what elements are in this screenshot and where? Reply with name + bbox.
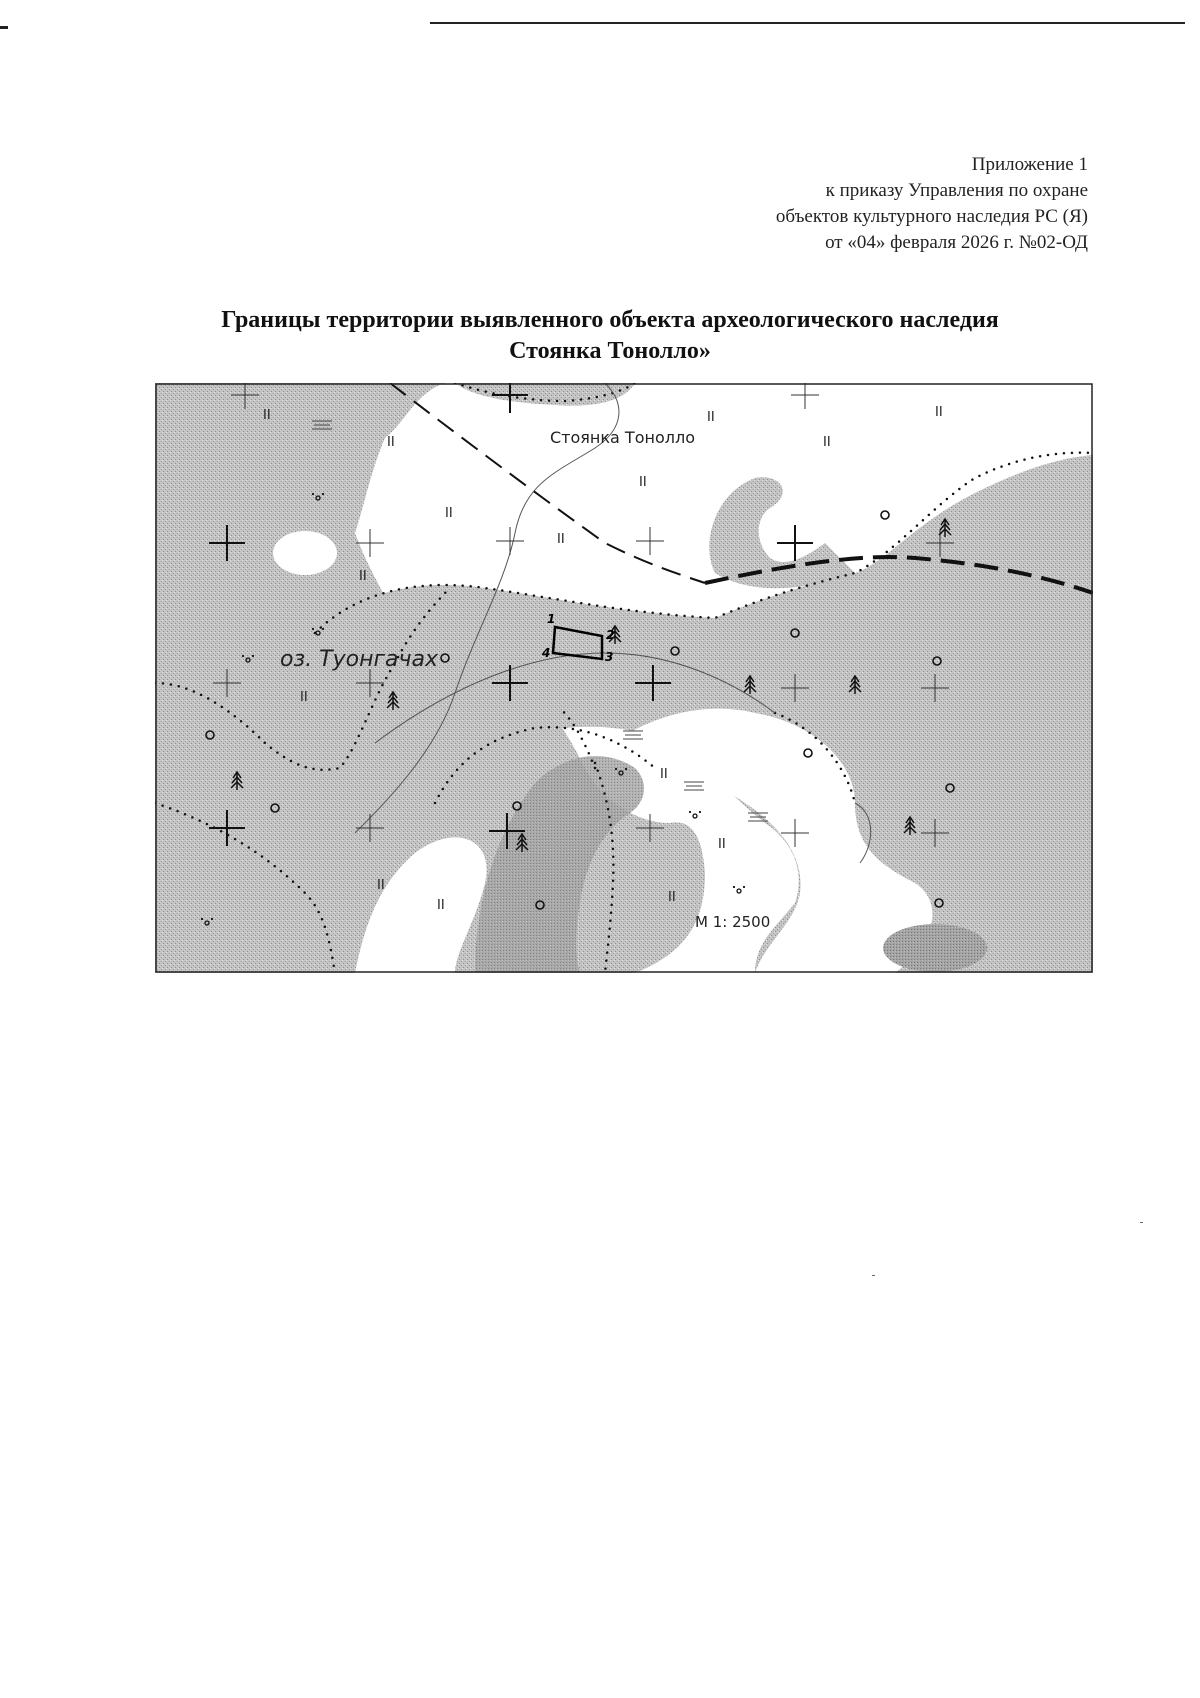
page-title [130, 305, 1090, 367]
meadow-symbol: II [557, 532, 565, 547]
meadow-symbol: II [823, 435, 831, 450]
attachment-block [776, 152, 1088, 256]
attachment-line-1: Приложение 1 [971, 154, 1088, 175]
meadow-symbol: II [263, 408, 271, 423]
scan-speck [1140, 1222, 1143, 1223]
boundary-point-2: 2 [606, 628, 615, 642]
boundary-point-1: 1 [547, 612, 556, 626]
attachment-line-4: от «04» февраля 2026 г. №02-ОД [825, 232, 1088, 253]
meadow-symbol: II [718, 837, 726, 852]
meadow-symbol: II [668, 890, 676, 905]
meadow-symbol: II [377, 878, 385, 893]
meadow-symbol: II [935, 405, 943, 420]
boundary-point-4: 4 [542, 646, 551, 660]
attachment-line-3: объектов культурного наследия РС (Я) [775, 206, 1088, 227]
meadow-symbol: II [707, 410, 715, 425]
meadow-symbol: II [445, 506, 453, 521]
title-line-1: Границы территории выявленного объекта археологического наследия [221, 307, 999, 333]
scale-label: М 1: 2500 [695, 913, 771, 931]
map-svg [155, 383, 1093, 973]
meadow-symbol: II [660, 767, 668, 782]
meadow-symbol: II [639, 475, 647, 490]
title-line-2: Стоянка Тонолло» [509, 338, 711, 364]
scan-mark [0, 26, 8, 29]
attachment-line-2: к приказу Управления по охране [825, 180, 1088, 201]
meadow-symbol: II [300, 690, 308, 705]
meadow-symbol: II [359, 569, 367, 584]
island [273, 531, 337, 575]
top-rule [430, 22, 1185, 24]
boundary-point-3: 3 [605, 650, 614, 664]
site-label: Стоянка Тонолло [550, 428, 695, 447]
swamp-patch [883, 924, 987, 972]
meadow-symbol: II [437, 898, 445, 913]
map-figure [155, 383, 1093, 973]
scan-speck [872, 1275, 875, 1276]
lake-label: оз. Туонгачах [280, 647, 438, 672]
meadow-symbol: II [387, 435, 395, 450]
